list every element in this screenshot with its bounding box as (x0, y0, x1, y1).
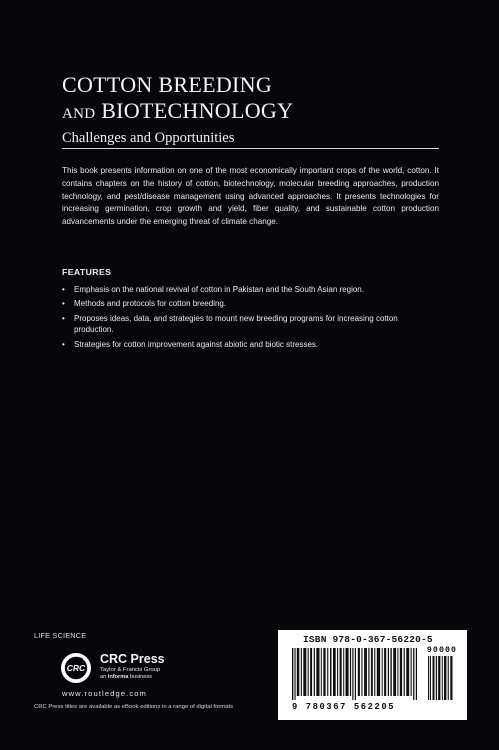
publisher-parent (100, 674, 165, 681)
subject-category: LIFE SCIENCE (34, 631, 87, 640)
book-subtitle: Challenges and Opportunities (62, 130, 235, 146)
ebook-availability-note: CRC Press titles are available as eBook editions in a range of digital formats (34, 704, 234, 710)
bullet-icon: • (62, 339, 65, 349)
crc-press-logo-icon (60, 652, 92, 684)
publisher-parent-suffix: business (129, 674, 152, 680)
publisher-name: CRC Press (100, 652, 165, 666)
isbn-label: ISBN 978-0-367-56220-5 (303, 634, 433, 645)
publisher-group: Taylor & Francis Group (100, 667, 161, 673)
publisher-parent-prefix: an (100, 674, 107, 680)
bullet-icon: • (62, 299, 65, 309)
feature-text: Strategies for cotton improvement against abiotic and biotic stresses. (74, 339, 319, 349)
book-description: This book presents information on one of the most economically important crops of the world, cotton. It contains chapters on the history of cotton, biotechnology, molecular breeding approaches, production technology, and pest/disease management using advanced approaches. It presents technologies for increasing germination, crop growth and yield, fiber quality, and sustainable cotton production advancements under the emerging threat of climate change. (62, 166, 439, 227)
title-divider (62, 148, 439, 149)
logo-monogram: CRC (66, 663, 86, 674)
book-title-line-1: COTTON BREEDING (62, 72, 273, 97)
title-block (62, 72, 442, 148)
feature-item (62, 298, 439, 309)
feature-item (62, 284, 439, 295)
publisher-parent-brand: informa (107, 674, 129, 680)
barcode-bars-icon (292, 648, 420, 700)
bullet-icon: • (62, 313, 65, 323)
features-section (62, 266, 439, 353)
feature-text: Proposes ideas, data, and strategies to mount new breeding programs for increasing cotton production. (74, 313, 398, 335)
feature-text: Methods and protocols for cotton breeding. (74, 299, 227, 309)
feature-item (62, 339, 439, 350)
book-title-line-2: and BIOTECHNOLOGY (62, 98, 294, 123)
publisher-website: www.routledge.com (62, 689, 147, 698)
features-list (62, 284, 439, 350)
isbn-barcode-panel (278, 630, 467, 720)
publisher-branding (60, 652, 240, 684)
feature-item (62, 313, 439, 336)
feature-text: Emphasis on the national revival of cotton in Pakistan and the South Asian region. (74, 285, 364, 294)
features-heading: FEATURES (62, 267, 112, 277)
bullet-icon: • (62, 285, 65, 294)
barcode-addon-icon (428, 656, 454, 700)
price-code: 90000 (426, 646, 457, 655)
publisher-text-block (100, 653, 165, 681)
barcode-digits: 9 780367 562205 (292, 702, 396, 712)
